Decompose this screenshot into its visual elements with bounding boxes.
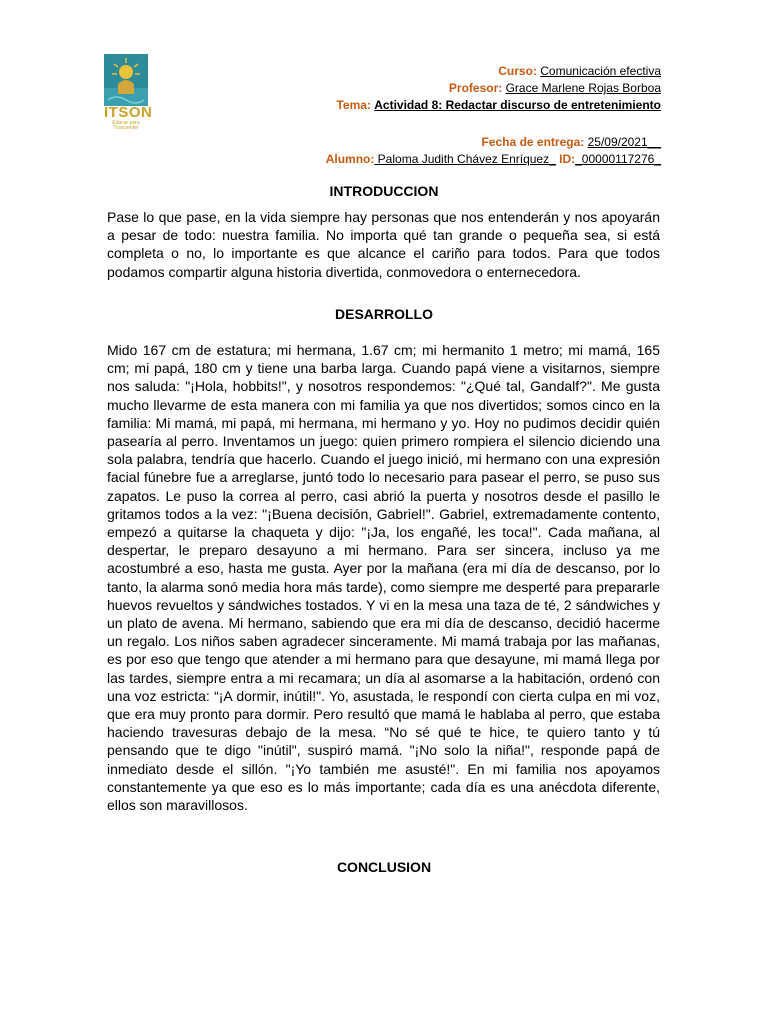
course-value: Comunicación efectiva: [540, 64, 661, 78]
id-value: _00000117276_: [575, 152, 661, 166]
topic-label: Tema:: [336, 98, 371, 112]
student-line: [326, 150, 661, 168]
logo-tagline: Educar para Trascender: [112, 120, 140, 131]
due-value: 25/09/2021__: [587, 135, 661, 149]
id-label: ID:: [559, 152, 576, 166]
intro-heading: INTRODUCCION: [329, 183, 439, 199]
development-paragraph: Mido 167 cm de estatura; mi hermana, 1.67 cm; mi hermanito 1 metro; mi mamá, 165 cm; mi papá, 180 cm y tiene una barba larga. Cuando papá viene a visitarnos, siempre nos saluda: "¡Hola, hobbits!", y nosotros respondemos: "¿Qué tal, Gandalf?". Me gusta mucho llevarme de esta manera con mi familia ya que nos divertidos; somos cinco en la familia: Mi mamá, mi papá, mi hermana, mi hermano y yo. Hoy no pudimos decidir quién pasearía al perro. Inventamos un juego: quien primero rompiera el silencio diciendo una sola palabra, tendría que hacerlo. Cuando el juego inició, mi hermano con una expresión facial fúnebre fue a arreglarse, juntó todo lo necesario para pasear el perro, se puso sus zapatos. Le puso la correa al perro, casi abrió la puerta y nosotros desde el pasillo le gritamos todos a la vez: "¡Buena decisión, Gabriel!". Gabriel, extremadamente contento, empezó a quitarse la chaqueta y dijo: "¡Ja, los engañé, les toca!". Cada mañana, al despertar, le preparo desayuno a mi hermano. Para ser sincera, incluso ya me acostumbré a eso, hasta me gusta. Ayer por la mañana (era mi día de descanso, por lo tanto, la alarma sonó media hora más tarde), como siempre me desperté para prepararle huevos revueltos y sándwiches tostados. Y vi en la mesa una taza de té, 2 sándwiches y un plato de avena. Mi hermano, sabiendo que era mi día de descanso, decidió hacerme un regalo. Los niños saben agradecer sinceramente. Mi mamá trabaja por las mañanas, es por eso que tengo que atender a mi hermano para que desayune, mi mamá llega por las tardes, siempre entra a mi recamara; un día al asomarse a la habitación, ordenó con una voz estricta: “¡A dormir, inútil!". Yo, asustada, le respondí con cierta culpa en mi voz, que era muy pronto para dormir. Pero resultó que mamá le hablaba al perro, que estaba haciendo travesuras debajo de la mesa. “No sé qué te hice, te quiero tanto y tú pensando que te digo "inútil", suspiró mamá. "¡No solo la niña!", responde papá de inmediato desde el sillón. "¡Yo también me asusté!". En mi familia nos apoyamos constantemente ya que eso es lo más importante; cada día es una anécdota diferente, ellos son maravillosos.: [107, 342, 660, 814]
professor-value: Grace Marlene Rojas Borboa: [505, 81, 661, 95]
topic-line: [336, 96, 661, 114]
professor-line: [449, 79, 661, 97]
due-label: Fecha de entrega:: [481, 135, 585, 149]
intro-paragraph: Pase lo que pase, en la vida siempre hay personas que nos entenderán y nos apoyarán a pesar de todo: nuestra familia. No importa qué tan grande o pequeña sea, si está completa o no, lo importante es que alcance el cariño para todos. Para que todos podamos compartir alguna historia divertida, conmovedora o enternecedora.: [107, 209, 660, 280]
logo-emblem-icon: [104, 54, 148, 106]
student-value: Paloma Judith Chávez Enríquez_: [374, 152, 556, 166]
conclusion-heading: CONCLUSION: [336, 859, 432, 875]
logo-name: ITSON: [104, 104, 153, 121]
itson-logo: [104, 54, 153, 138]
topic-value: Actividad 8: Redactar discurso de entretenimiento: [374, 98, 661, 112]
due-line: [482, 133, 661, 151]
development-heading: DESARROLLO: [335, 306, 433, 322]
professor-label: Profesor:: [448, 81, 503, 95]
course-label: Curso:: [498, 64, 537, 78]
student-label: Alumno:: [325, 152, 375, 166]
course-line: [498, 62, 661, 80]
